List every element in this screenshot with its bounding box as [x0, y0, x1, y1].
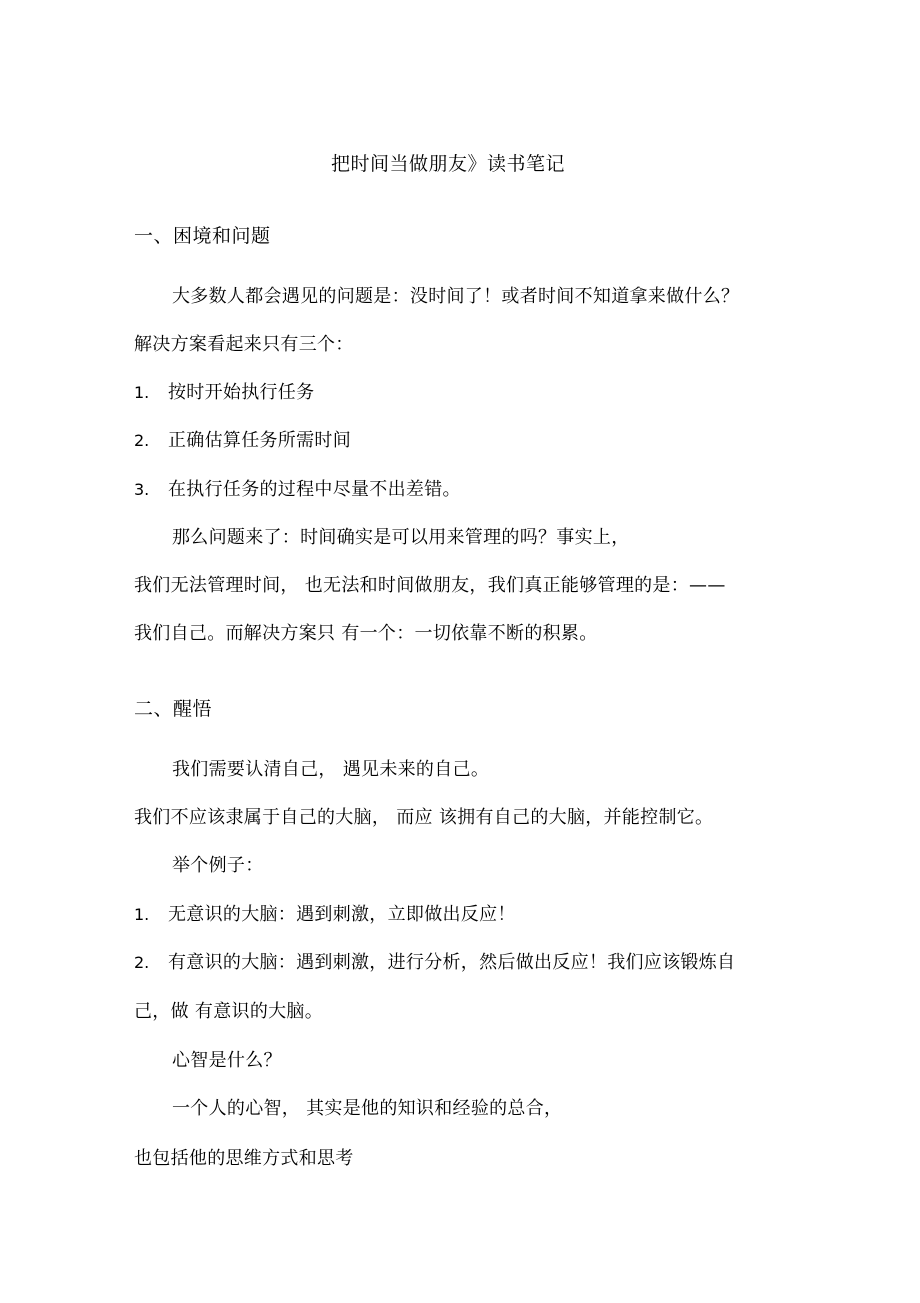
list-item-number: 1. — [134, 383, 150, 402]
list-item-number: 3. — [134, 480, 150, 499]
document-title: 把时间当做朋友》读书笔记 — [331, 153, 566, 175]
paragraph: 我们不应该隶属于自己的大脑， 而应 该拥有自己的大脑，并能控制它。 — [134, 807, 714, 828]
list-item: 正确估算任务所需时间 — [168, 430, 351, 451]
list-item-number: 2. — [134, 431, 150, 450]
paragraph: 我们无法管理时间， 也无法和时间做朋友，我们真正能够管理的是：—— — [134, 575, 726, 596]
paragraph: 那么问题来了：时间确实是可以用来管理的吗？事实上， — [172, 527, 630, 548]
list-item-number: 2. — [134, 953, 150, 972]
paragraph: 心智是什么？ — [172, 1050, 282, 1071]
section-heading-1: 一、困境和问题 — [134, 225, 271, 247]
list-item: 在执行任务的过程中尽量不出差错。 — [168, 479, 461, 500]
paragraph: 举个例子： — [172, 855, 264, 876]
paragraph: 己，做 有意识的大脑。 — [134, 1001, 324, 1022]
paragraph: 我们自己。而解决方案只 有一个：一切依靠不断的积累。 — [134, 623, 598, 644]
paragraph: 解决方案看起来只有三个： — [134, 334, 354, 355]
paragraph: 我们需要认清自己， 遇见未来的自己。 — [172, 759, 490, 780]
section-heading-2: 二、醒悟 — [134, 698, 213, 720]
paragraph: 一个人的心智， 其实是他的知识和经验的总合， — [172, 1098, 563, 1119]
list-item-number: 1. — [134, 905, 150, 924]
list-item: 有意识的大脑：遇到刺激，进行分析，然后做出反应！我们应该锻炼自 — [168, 952, 736, 973]
list-item: 无意识的大脑：遇到刺激，立即做出反应！ — [168, 904, 516, 925]
list-item: 按时开始执行任务 — [168, 382, 315, 403]
paragraph: 也包括他的思维方式和思考 — [134, 1148, 354, 1169]
paragraph: 大多数人都会遇见的问题是：没时间了！或者时间不知道拿来做什么？ — [172, 286, 740, 307]
